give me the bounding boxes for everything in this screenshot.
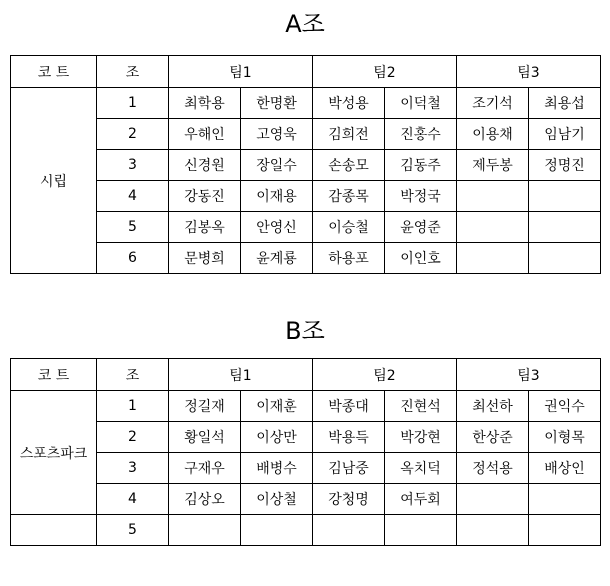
player-cell xyxy=(457,212,529,243)
player-cell xyxy=(529,484,601,515)
table-row xyxy=(11,515,601,546)
player-cell: 이승철 xyxy=(313,212,385,243)
player-cell: 우해인 xyxy=(169,119,241,150)
player-cell: 윤계룡 xyxy=(241,243,313,274)
court-name: 스포츠파크 xyxy=(11,391,97,515)
group-header: 조 xyxy=(97,56,169,88)
player-cell: 김봉옥 xyxy=(169,212,241,243)
player-cell: 장일수 xyxy=(241,150,313,181)
team1-header: 팀1 xyxy=(169,56,313,88)
player-cell: 진홍수 xyxy=(385,119,457,150)
court-header: 코 트 xyxy=(11,56,97,88)
player-cell: 임남기 xyxy=(529,119,601,150)
player-cell: 문병희 xyxy=(169,243,241,274)
player-cell xyxy=(457,243,529,274)
player-cell: 윤영준 xyxy=(385,212,457,243)
header-row xyxy=(11,359,601,391)
player-cell: 조기석 xyxy=(457,88,529,119)
player-cell: 고영욱 xyxy=(241,119,313,150)
group-number: 6 xyxy=(97,243,169,274)
player-cell xyxy=(457,515,529,546)
table-row xyxy=(11,212,601,243)
player-cell: 한명환 xyxy=(241,88,313,119)
group-number: 2 xyxy=(97,119,169,150)
player-cell xyxy=(529,243,601,274)
group-number: 5 xyxy=(97,212,169,243)
player-cell: 옥치덕 xyxy=(385,453,457,484)
player-cell: 이상철 xyxy=(241,484,313,515)
group-number: 5 xyxy=(97,515,169,546)
group-number: 2 xyxy=(97,422,169,453)
player-cell xyxy=(529,212,601,243)
player-cell: 하용포 xyxy=(313,243,385,274)
team1-header: 팀1 xyxy=(169,359,313,391)
group-number: 1 xyxy=(97,88,169,119)
table-row xyxy=(11,484,601,515)
player-cell: 박정국 xyxy=(385,181,457,212)
group-number: 1 xyxy=(97,391,169,422)
header-row xyxy=(11,56,601,88)
team3-header: 팀3 xyxy=(457,56,601,88)
table-row xyxy=(11,119,601,150)
player-cell: 감종목 xyxy=(313,181,385,212)
player-cell: 진현석 xyxy=(385,391,457,422)
player-cell: 김희전 xyxy=(313,119,385,150)
player-cell: 신경원 xyxy=(169,150,241,181)
player-cell: 안영신 xyxy=(241,212,313,243)
court-name-empty xyxy=(11,515,97,546)
team2-header: 팀2 xyxy=(313,56,457,88)
table-row xyxy=(11,181,601,212)
player-cell xyxy=(529,181,601,212)
player-cell: 김남중 xyxy=(313,453,385,484)
group-b-title: B조 xyxy=(285,317,325,345)
player-cell: 이재훈 xyxy=(241,391,313,422)
player-cell: 박종대 xyxy=(313,391,385,422)
player-cell xyxy=(457,484,529,515)
team2-header: 팀2 xyxy=(313,359,457,391)
player-cell: 김상오 xyxy=(169,484,241,515)
player-cell: 이인호 xyxy=(385,243,457,274)
player-cell xyxy=(169,515,241,546)
player-cell: 강청명 xyxy=(313,484,385,515)
player-cell: 이재용 xyxy=(241,181,313,212)
player-cell: 최학용 xyxy=(169,88,241,119)
player-cell: 배상인 xyxy=(529,453,601,484)
player-cell: 김동주 xyxy=(385,150,457,181)
player-cell: 정길재 xyxy=(169,391,241,422)
player-cell xyxy=(313,515,385,546)
group-a-title: A조 xyxy=(285,10,325,38)
player-cell xyxy=(529,515,601,546)
court-header: 코 트 xyxy=(11,359,97,391)
player-cell xyxy=(385,515,457,546)
group-number: 4 xyxy=(97,484,169,515)
group-number: 3 xyxy=(97,150,169,181)
player-cell: 박강현 xyxy=(385,422,457,453)
player-cell: 권익수 xyxy=(529,391,601,422)
team3-header: 팀3 xyxy=(457,359,601,391)
group-b-table xyxy=(10,358,601,546)
player-cell: 정명진 xyxy=(529,150,601,181)
table-row xyxy=(11,243,601,274)
player-cell: 이상만 xyxy=(241,422,313,453)
group-header: 조 xyxy=(97,359,169,391)
player-cell: 최선하 xyxy=(457,391,529,422)
player-cell: 손송모 xyxy=(313,150,385,181)
table-row xyxy=(11,391,601,422)
player-cell: 황일석 xyxy=(169,422,241,453)
player-cell xyxy=(457,181,529,212)
table-row xyxy=(11,88,601,119)
player-cell: 제두봉 xyxy=(457,150,529,181)
group-a-table xyxy=(10,55,601,274)
table-row xyxy=(11,150,601,181)
player-cell: 최용섭 xyxy=(529,88,601,119)
court-name: 시립 xyxy=(11,88,97,274)
player-cell: 박용득 xyxy=(313,422,385,453)
table-row xyxy=(11,422,601,453)
player-cell: 정석용 xyxy=(457,453,529,484)
player-cell xyxy=(241,515,313,546)
player-cell: 배병수 xyxy=(241,453,313,484)
group-number: 4 xyxy=(97,181,169,212)
player-cell: 구재우 xyxy=(169,453,241,484)
player-cell: 강동진 xyxy=(169,181,241,212)
table-row xyxy=(11,453,601,484)
group-number: 3 xyxy=(97,453,169,484)
player-cell: 이용채 xyxy=(457,119,529,150)
player-cell: 박성용 xyxy=(313,88,385,119)
player-cell: 여두회 xyxy=(385,484,457,515)
player-cell: 이형목 xyxy=(529,422,601,453)
player-cell: 한상준 xyxy=(457,422,529,453)
player-cell: 이덕철 xyxy=(385,88,457,119)
